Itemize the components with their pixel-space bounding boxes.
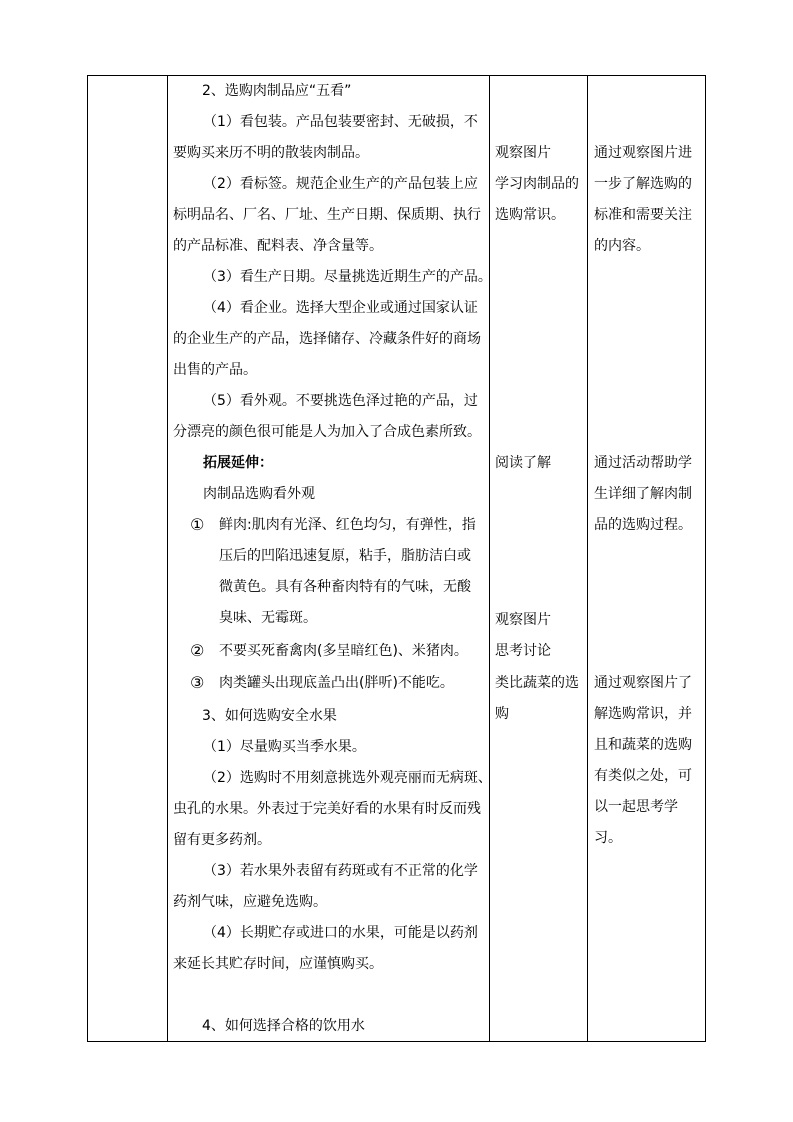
- extension-heading: 拓展延伸：: [203, 455, 273, 471]
- section2-item3-line: （3）看生产日期。尽量挑选近期生产的产品。: [203, 269, 492, 285]
- section2-item4-line: （4）看企业。选择大型企业或通过国家认证: [203, 300, 478, 316]
- section2-item1-line: 要购买来历不明的散装肉制品。: [173, 145, 369, 161]
- section2-item2-line: 标明品名、厂名、厂址、生产日期、保质期、执行: [173, 207, 481, 223]
- design-intent-line: 解选购常识，并: [594, 706, 692, 722]
- design-intent-line: 通过活动帮助学: [594, 455, 692, 471]
- design-intent-line: 的内容。: [594, 238, 650, 254]
- point-line: 臭味、无霉斑。: [219, 610, 317, 626]
- section3-item3-line: （3）若水果外表留有药斑或有不正常的化学: [203, 863, 478, 879]
- design-intent-line: 通过观察图片进: [594, 145, 692, 161]
- section3-title: 3、如何选购安全水果: [202, 708, 337, 724]
- section3-item4-line: 来延长其贮存时间，应谨慎购买。: [173, 956, 383, 972]
- point-marker: ①: [190, 515, 205, 534]
- student-activity-line: 思考讨论: [495, 643, 551, 659]
- section4-title: 4、如何选择合格的饮用水: [202, 1018, 365, 1034]
- section2-item2-line: （2）看标签。规范企业生产的产品包装上应: [203, 176, 478, 192]
- point-marker: ③: [190, 673, 205, 692]
- design-intent-line: 且和蔬菜的选购: [594, 737, 692, 753]
- section3-item2-line: 留有更多药剂。: [173, 832, 271, 848]
- column-divider: [167, 76, 168, 1041]
- section2-item5-line: （5）看外观。不要挑选色泽过艳的产品，过: [203, 393, 478, 409]
- extension-subtitle: 肉制品选购看外观: [203, 486, 315, 502]
- student-activity-line: 观察图片: [495, 612, 551, 628]
- section2-item2-line: 的产品标准、配料表、净含量等。: [173, 238, 383, 254]
- point-line: 不要买死畜禽肉(多呈暗红色)、米猪肉。: [219, 643, 468, 659]
- student-activity-line: 观察图片: [495, 145, 551, 161]
- section2-title: 2、选购肉制品应“五看”: [202, 83, 352, 99]
- student-activity-line: 选购常识。: [495, 207, 565, 223]
- section3-item3-line: 药剂气味，应避免选购。: [173, 894, 327, 910]
- design-intent-line: 生详细了解肉制: [594, 486, 692, 502]
- point-line: 压后的凹陷迅速复原，粘手，脂肪洁白或: [219, 548, 471, 564]
- section3-item2-line: （2）选购时不用刻意挑选外观亮丽而无病斑、: [203, 770, 492, 786]
- section3-item2-line: 虫孔的水果。外表过于完美好看的水果有时反而残: [173, 801, 481, 817]
- student-activity-line: 学习肉制品的: [495, 176, 579, 192]
- design-intent-line: 品的选购过程。: [594, 517, 692, 533]
- section2-item1-line: （1）看包装。产品包装要密封、无破损，不: [203, 114, 478, 130]
- section2-item4-line: 的企业生产的产品，选择储存、冷藏条件好的商场: [173, 331, 481, 347]
- design-intent-line: 标准和需要关注: [594, 207, 692, 223]
- design-intent-line: 习。: [594, 830, 622, 846]
- section3-item1-line: （1）尽量购买当季水果。: [203, 739, 366, 755]
- point-line: 微黄色。具有各种畜肉特有的气味，无酸: [219, 579, 471, 595]
- design-intent-line: 以一起思考学: [594, 799, 678, 815]
- section2-item4-line: 出售的产品。: [173, 362, 257, 378]
- design-intent-line: 有类似之处，可: [594, 768, 692, 784]
- student-activity-line: 类比蔬菜的选: [495, 675, 579, 691]
- student-activity-line: 阅读了解: [495, 455, 551, 471]
- point-line: 鲜肉:肌肉有光泽、红色均匀，有弹性，指: [219, 517, 476, 533]
- section2-item5-line: 分漂亮的颜色很可能是人为加入了合成色素所致。: [173, 424, 481, 440]
- column-divider: [489, 76, 490, 1041]
- section3-item4-line: （4）长期贮存或进口的水果，可能是以药剂: [203, 925, 478, 941]
- column-divider: [587, 76, 588, 1041]
- design-intent-line: 通过观察图片了: [594, 675, 692, 691]
- point-line: 肉类罐头出现底盖凸出(胖听)不能吃。: [219, 675, 454, 691]
- point-marker: ②: [190, 641, 205, 660]
- design-intent-line: 一步了解选购的: [594, 176, 692, 192]
- student-activity-line: 购: [495, 706, 509, 722]
